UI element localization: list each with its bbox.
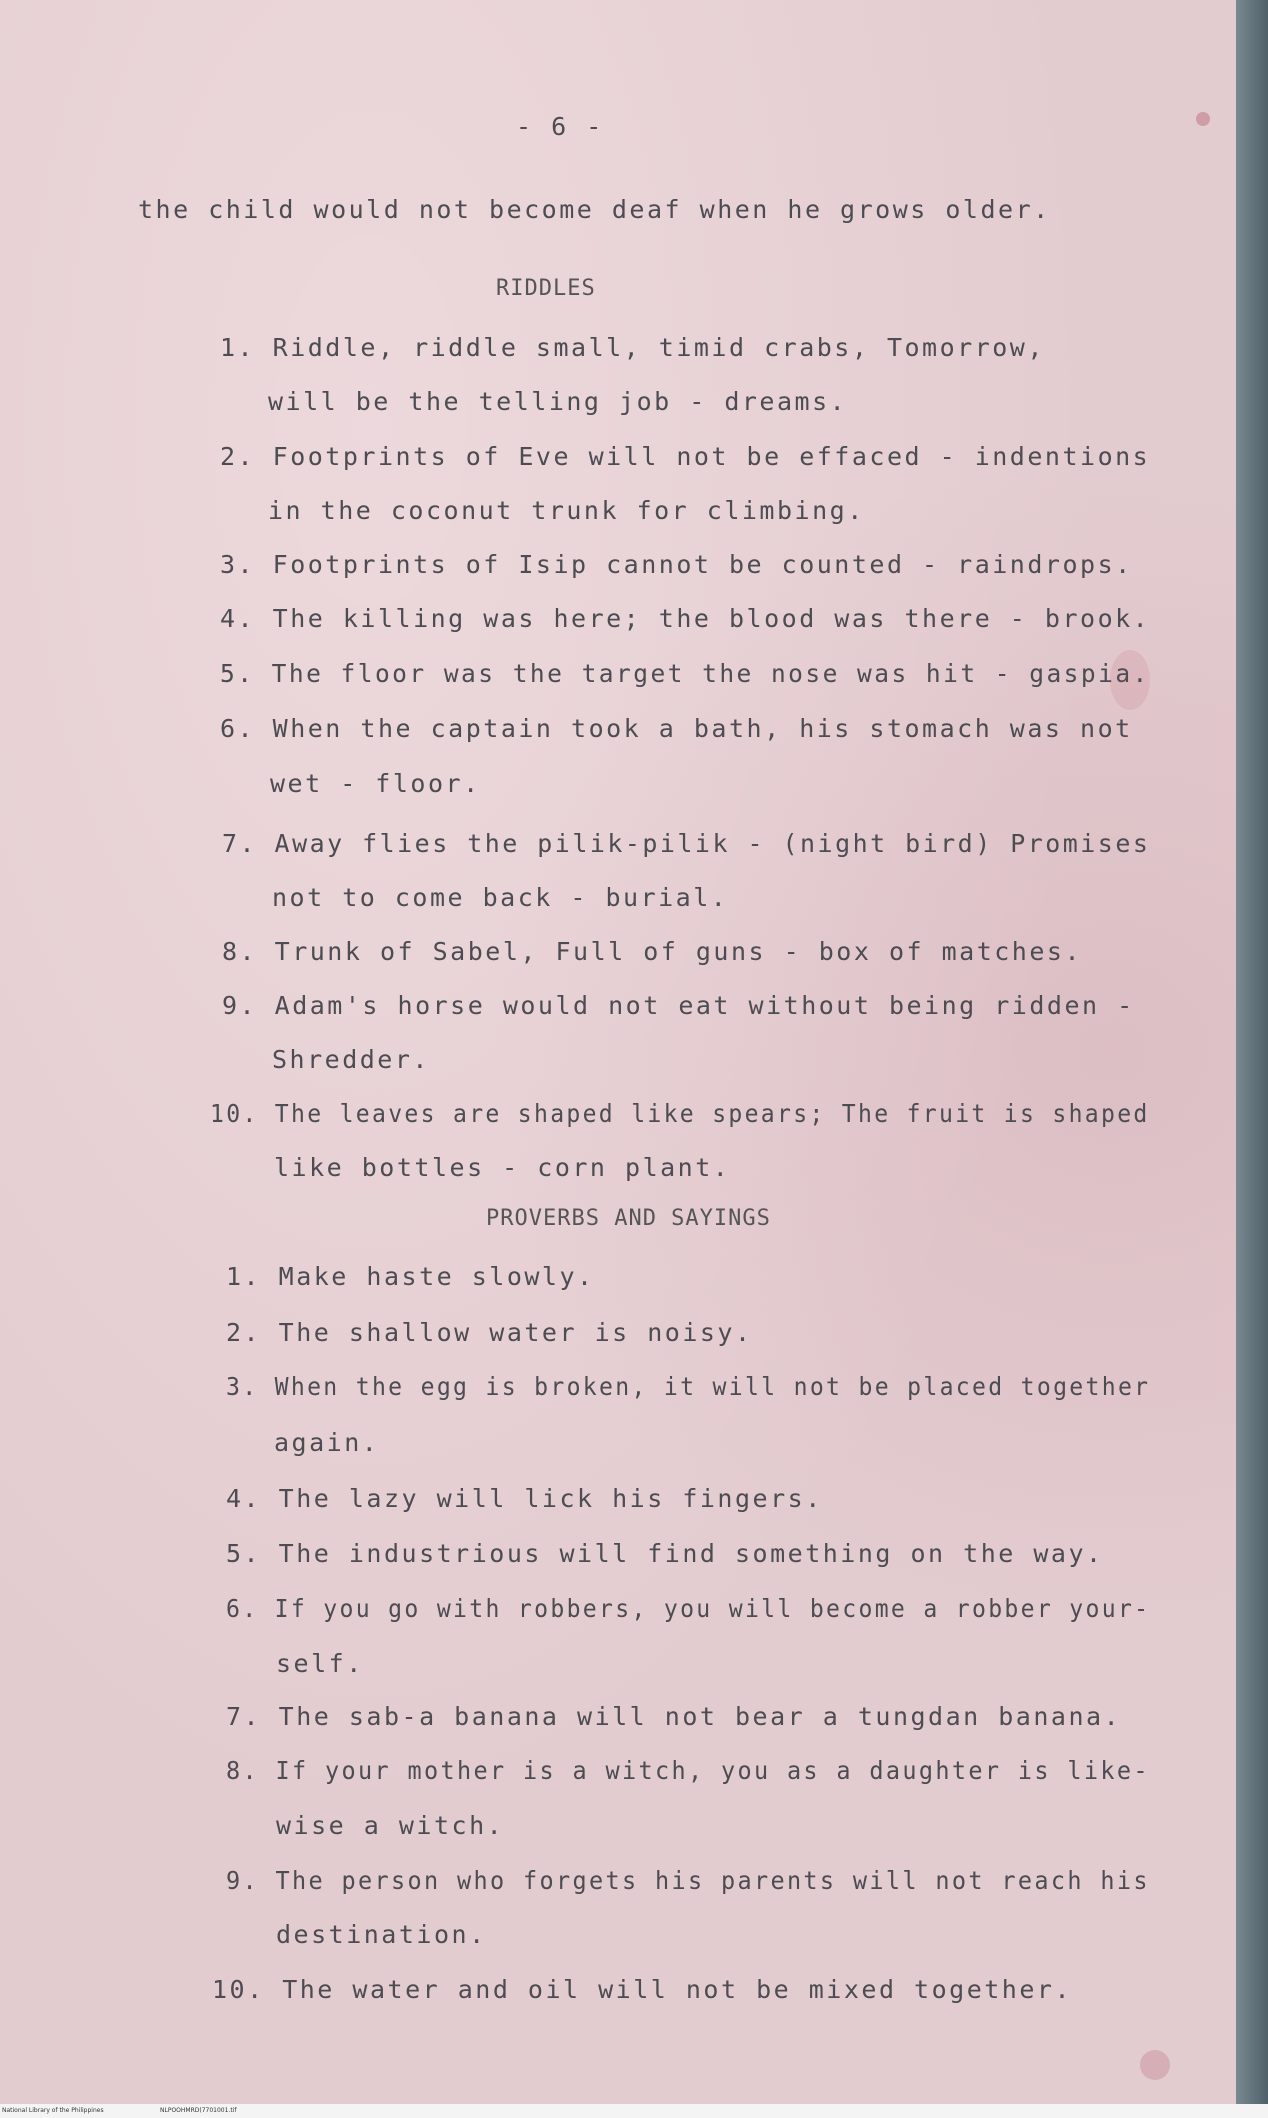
scan-edge	[1236, 0, 1268, 2118]
proverb-line: 9. The person who forgets his parents will not reach his	[226, 1866, 1150, 1895]
page-number: - 6 -	[516, 112, 604, 141]
proverb-line: self.	[276, 1649, 364, 1678]
riddle-line: 8. Trunk of Sabel, Full of guns - box of matches.	[222, 937, 1083, 966]
ink-stain	[1196, 112, 1210, 126]
riddle-line: in the coconut trunk for climbing.	[268, 496, 865, 525]
riddle-line: 6. When the captain took a bath, his stomach was not	[220, 714, 1133, 743]
proverb-line: 7. The sab-a banana will not bear a tungdan banana.	[226, 1702, 1122, 1731]
footer-filename: NLPOOHMRD(7701001.tif	[160, 2107, 237, 2114]
proverb-line: 4. The lazy will lick his fingers.	[226, 1484, 823, 1513]
riddle-line: 10. The leaves are shaped like spears; The fruit is shaped	[210, 1099, 1150, 1128]
scan-footer	[0, 2104, 1268, 2118]
proverb-line: wise a witch.	[276, 1811, 505, 1840]
proverbs-heading: PROVERBS AND SAYINGS	[486, 1206, 771, 1231]
proverb-line: 10. The water and oil will not be mixed together.	[212, 1975, 1073, 2004]
proverb-line: 3. When the egg is broken, it will not be placed together	[226, 1372, 1151, 1401]
proverb-line: 6. If you go with robbers, you will become a robber your-	[226, 1594, 1151, 1623]
proverb-line: again.	[274, 1428, 380, 1457]
proverb-line: 5. The industrious will find something on the way.	[226, 1539, 1104, 1568]
riddle-line: 7. Away flies the pilik-pilik - (night bird) Promises	[222, 829, 1151, 858]
proverb-line: 8. If your mother is a witch, you as a daughter is like-	[226, 1756, 1150, 1785]
riddle-line: not to come back - burial.	[272, 883, 729, 912]
proverb-line: 2. The shallow water is noisy.	[226, 1318, 753, 1347]
intro-line: the child would not become deaf when he grows older.	[138, 195, 1051, 224]
riddle-line: will be the telling job - dreams.	[268, 387, 848, 416]
ink-stain	[1140, 2050, 1170, 2080]
riddle-line: 1. Riddle, riddle small, timid crabs, Tomorrow,	[220, 333, 1045, 362]
proverb-line: destination.	[276, 1920, 487, 1949]
riddle-line: 9. Adam's horse would not eat without being ridden -	[222, 991, 1135, 1020]
riddle-line: 2. Footprints of Eve will not be effaced - indentions	[220, 442, 1151, 471]
riddle-line: wet - floor.	[270, 769, 481, 798]
riddle-line: Shredder.	[272, 1045, 430, 1074]
riddle-line: 4. The killing was here; the blood was there - brook.	[220, 604, 1151, 633]
proverb-line: 1. Make haste slowly.	[226, 1262, 595, 1291]
riddle-line: like bottles - corn plant.	[274, 1153, 731, 1182]
riddle-line: 5. The floor was the target the nose was hit - gaspia.	[220, 659, 1150, 688]
riddle-line: 3. Footprints of Isip cannot be counted - raindrops.	[220, 550, 1133, 579]
footer-source: National Library of the Philippines	[2, 2107, 104, 2114]
riddles-heading: RIDDLES	[496, 276, 596, 301]
